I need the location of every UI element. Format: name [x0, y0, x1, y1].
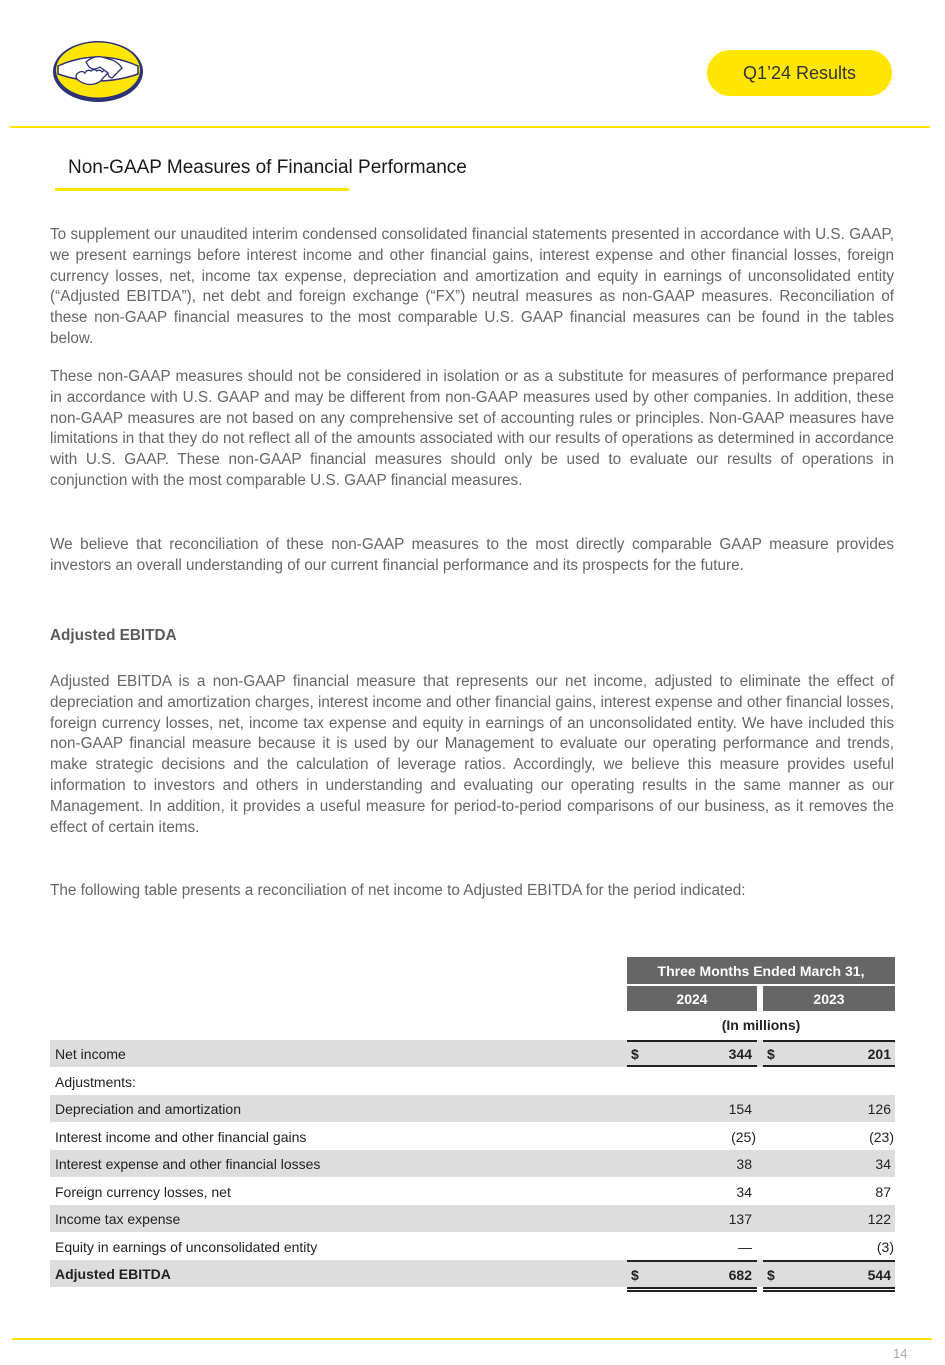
- cell-value-2024: (25): [731, 1128, 756, 1145]
- cell-value: 344: [728, 1045, 752, 1062]
- cell-value: 201: [867, 1045, 891, 1062]
- cell-value-2024: 38: [736, 1155, 752, 1172]
- cell-value: 544: [867, 1266, 891, 1283]
- row-label: Adjustments:: [55, 1073, 136, 1090]
- cell-value-2024: 34: [736, 1183, 752, 1200]
- cell-value-2023: (3): [876, 1238, 894, 1255]
- table-row: [50, 1040, 895, 1067]
- cell-value-2023: 87: [875, 1183, 891, 1200]
- table-row: [50, 1123, 895, 1150]
- table-row: [50, 1233, 895, 1260]
- row-label: Interest income and other financial gains: [55, 1128, 307, 1145]
- table-row: [50, 1095, 895, 1122]
- table-row: [50, 1178, 895, 1205]
- table-intro-paragraph: The following table presents a reconciliation of net income to Adjusted EBITDA for the period indicated:: [50, 882, 746, 899]
- header-divider: [10, 126, 930, 128]
- intro-paragraph: To supplement our unaudited interim condensed consolidated financial statements presented in accordance with U.S. GAAP, we present earnings before interest income and other financial gains, interest expense and other financial losses, foreign currency losses, net, income tax expense, depreciation and amortization and equity in earnings of unconsolidated entity (“Adjusted EBITDA”), net debt and foreign exchange (“FX”) neutral measures as non-GAAP measures. Reconciliation of these non-GAAP financial measures to the most comparable U.S. GAAP financial measures can be found in the tables below.: [50, 226, 894, 347]
- cell-value-2023: 126: [867, 1100, 891, 1117]
- section-heading-adjusted-ebitda: Adjusted EBITDA: [50, 627, 177, 644]
- cell-value-2023: 34: [875, 1155, 891, 1172]
- title-underline: [55, 188, 349, 191]
- handshake-icon: [52, 40, 144, 103]
- row-label: Depreciation and amortization: [55, 1100, 241, 1117]
- cell-value: 682: [728, 1266, 752, 1283]
- table-row: [50, 1068, 895, 1095]
- quarter-results-badge: Q1’24 Results: [707, 50, 892, 96]
- table-row: [50, 1205, 895, 1232]
- table-units: (In millions): [721, 1017, 801, 1033]
- table-row: [50, 1150, 895, 1177]
- double-underline: [763, 1287, 895, 1292]
- footer-divider: [12, 1338, 932, 1340]
- row-label: Interest expense and other financial losses: [55, 1155, 321, 1172]
- column-header-2023: 2023: [763, 986, 895, 1011]
- cell-2023: [763, 1040, 895, 1067]
- cell-2024: [627, 1040, 757, 1067]
- cell-2023: [763, 1260, 895, 1287]
- cell-value-2023: (23): [869, 1128, 894, 1145]
- cell-value-2023: 122: [867, 1210, 891, 1227]
- row-label: Equity in earnings of unconsolidated entity: [55, 1238, 318, 1255]
- page-title: Non-GAAP Measures of Financial Performance: [68, 157, 467, 178]
- cell-value-2024: 154: [728, 1100, 752, 1117]
- currency-symbol: $: [631, 1045, 639, 1062]
- adjusted-ebitda-paragraph: Adjusted EBITDA is a non-GAAP financial measure that represents our net income, adjusted to eliminate the effect of depreciation and amortization charges, interest income and other financial gains, interest expense and other financial losses, foreign currency losses, net, income tax expense and equity in earnings of an unconsolidated entity. We have included this non-GAAP financial measure because it is used by our Management to evaluate our operating performance and trends, make strategic decisions and the calculation of leverage ratios. Accordingly, we believe this measure provides useful information to investors and others in understanding and evaluating our operating results in the same manner as our Management. In addition, it provides a useful measure for period-to-period comparisons of our business, as it removes the effect of certain items.: [50, 673, 894, 836]
- row-label: Foreign currency losses, net: [55, 1183, 231, 1200]
- page-number: 14: [893, 1346, 908, 1361]
- double-underline: [627, 1287, 757, 1292]
- reconciliation-paragraph: We believe that reconciliation of these non-GAAP measures to the most directly comparable GAAP measure provides investors an overall understanding of our current financial performance and its prospects for the future.: [50, 536, 894, 574]
- currency-symbol: $: [631, 1266, 639, 1283]
- limitations-paragraph: These non-GAAP measures should not be considered in isolation or as a substitute for measures of performance prepared in accordance with U.S. GAAP and may be different from non-GAAP measures used by other companies. In addition, these non-GAAP measures are not based on any comprehensive set of accounting rules or principles. Non-GAAP measures have limitations in that they do not reflect all of the amounts associated with our results of operations as determined in accordance with U.S. GAAP. These non-GAAP financial measures should only be used to evaluate our results of operations in conjunction with the most comparable U.S. GAAP financial measures.: [50, 368, 894, 489]
- currency-symbol: $: [767, 1045, 775, 1062]
- column-header-2024: 2024: [627, 986, 757, 1011]
- cell-value-2024: 137: [728, 1210, 752, 1227]
- row-label: Adjusted EBITDA: [55, 1265, 171, 1282]
- cell-value-2024: —: [738, 1238, 752, 1255]
- row-label: Net income: [55, 1045, 126, 1062]
- table-row-total: [50, 1260, 895, 1287]
- currency-symbol: $: [767, 1266, 775, 1283]
- cell-2024: [627, 1260, 757, 1287]
- table-period-header: Three Months Ended March 31,: [627, 957, 895, 984]
- mercado-libre-logo: [52, 40, 144, 103]
- row-label: Income tax expense: [55, 1210, 181, 1227]
